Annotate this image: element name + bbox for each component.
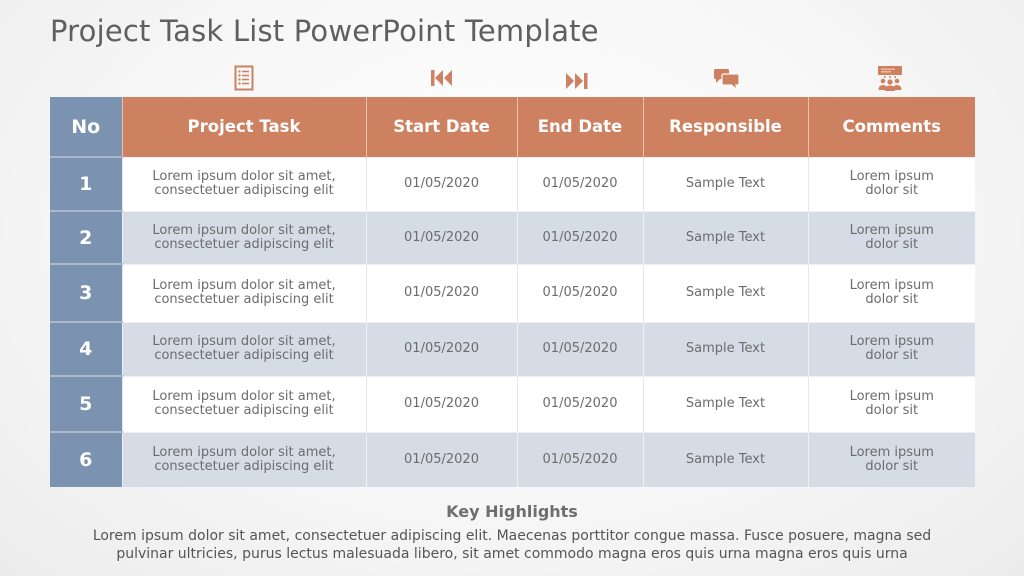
task-cell (122, 432, 366, 487)
table-row (50, 432, 975, 487)
comments-cell (808, 432, 975, 487)
comment-line1: Lorem ipsum (849, 222, 934, 238)
key-highlights-line1: Lorem ipsum dolor sit amet, consectetuer adipiscing elit. Maecenas porttitor congue massa. Fusce posuere, magna sed (92, 528, 932, 544)
comment-line1: Lorem ipsum (849, 169, 934, 184)
key-highlights-title: Key Highlights (446, 502, 578, 521)
page-title: Project Task List PowerPoint Template (50, 14, 599, 48)
row-number: 2 (50, 211, 122, 264)
row-number: 4 (50, 322, 122, 376)
task-text-line2: consectetuer adipiscing elit (154, 348, 334, 363)
comment-line1: Lorem ipsum (849, 278, 934, 293)
start-date-cell: 01/05/2020 (366, 376, 517, 432)
start-date-cell: 01/05/2020 (366, 264, 517, 322)
task-text-line2: consectetuer adipiscing elit (154, 403, 334, 418)
start-date-cell: 01/05/2020 (366, 211, 517, 264)
responsible-cell: Sample Text (643, 376, 808, 432)
table-header-row (50, 97, 975, 157)
task-text-line1: Lorem ipsum dolor sit amet, (152, 169, 336, 184)
end-date-cell: 01/05/2020 (517, 211, 643, 264)
end-date-cell: 01/05/2020 (517, 432, 643, 487)
meeting-presentation-icon (876, 64, 904, 92)
task-cell (122, 376, 366, 432)
table-row (50, 157, 975, 211)
comment-line2: dolor sit (865, 403, 919, 418)
task-text-line2: consectetuer adipiscing elit (154, 458, 334, 474)
start-date-cell: 01/05/2020 (366, 157, 517, 211)
task-text-line1: Lorem ipsum dolor sit amet, (152, 444, 336, 460)
comment-line1: Lorem ipsum (849, 389, 934, 404)
responsible-cell: Sample Text (643, 211, 808, 264)
task-cell (122, 211, 366, 264)
column-header-responsible: Responsible (643, 97, 808, 157)
row-number: 5 (50, 376, 122, 432)
task-text-line2: consectetuer adipiscing elit (154, 292, 334, 307)
comment-line1: Lorem ipsum (849, 334, 934, 349)
key-highlights-body (40, 527, 984, 563)
task-text-line2: consectetuer adipiscing elit (154, 183, 334, 198)
end-date-cell: 01/05/2020 (517, 264, 643, 322)
comments-cell (808, 264, 975, 322)
responsible-cell: Sample Text (643, 322, 808, 376)
row-number: 1 (50, 157, 122, 211)
column-header-project-task: Project Task (122, 97, 366, 157)
comments-cell (808, 211, 975, 264)
comments-cell (808, 322, 975, 376)
start-date-cell: 01/05/2020 (366, 322, 517, 376)
task-text-line1: Lorem ipsum dolor sit amet, (152, 389, 336, 404)
task-text-line1: Lorem ipsum dolor sit amet, (152, 334, 336, 349)
start-date-cell: 01/05/2020 (366, 432, 517, 487)
row-number: 6 (50, 432, 122, 487)
task-text-line1: Lorem ipsum dolor sit amet, (152, 278, 336, 293)
task-cell (122, 157, 366, 211)
comment-line2: dolor sit (865, 458, 919, 474)
row-number: 3 (50, 264, 122, 322)
checklist-icon (233, 64, 255, 92)
end-date-cell: 01/05/2020 (517, 322, 643, 376)
comment-line1: Lorem ipsum (849, 444, 934, 460)
task-text-line1: Lorem ipsum dolor sit amet, (152, 222, 336, 238)
table-row (50, 211, 975, 264)
responsible-cell: Sample Text (643, 264, 808, 322)
table-row (50, 264, 975, 322)
task-cell (122, 322, 366, 376)
skip-back-icon (430, 64, 456, 92)
comment-line2: dolor sit (865, 292, 919, 307)
end-date-cell: 01/05/2020 (517, 157, 643, 211)
column-header-comments: Comments (808, 97, 975, 157)
chat-bubbles-icon (713, 64, 741, 92)
responsible-cell: Sample Text (643, 432, 808, 487)
task-cell (122, 264, 366, 322)
comments-cell (808, 376, 975, 432)
task-text-line2: consectetuer adipiscing elit (154, 236, 334, 252)
skip-forward-icon (563, 67, 589, 95)
comment-line2: dolor sit (865, 183, 919, 198)
table-row (50, 376, 975, 432)
comments-cell (808, 157, 975, 211)
end-date-cell: 01/05/2020 (517, 376, 643, 432)
key-highlights-line2: pulvinar ultricies, purus lectus malesuada libero, sit amet commodo magna eros quis urna magna eros quis urna (116, 546, 908, 562)
column-header-start-date: Start Date (366, 97, 517, 157)
table-row (50, 322, 975, 376)
project-task-table (50, 97, 975, 487)
column-header-end-date: End Date (517, 97, 643, 157)
column-header-no: No (50, 97, 122, 157)
comment-line2: dolor sit (865, 236, 919, 252)
comment-line2: dolor sit (865, 348, 919, 363)
responsible-cell: Sample Text (643, 157, 808, 211)
